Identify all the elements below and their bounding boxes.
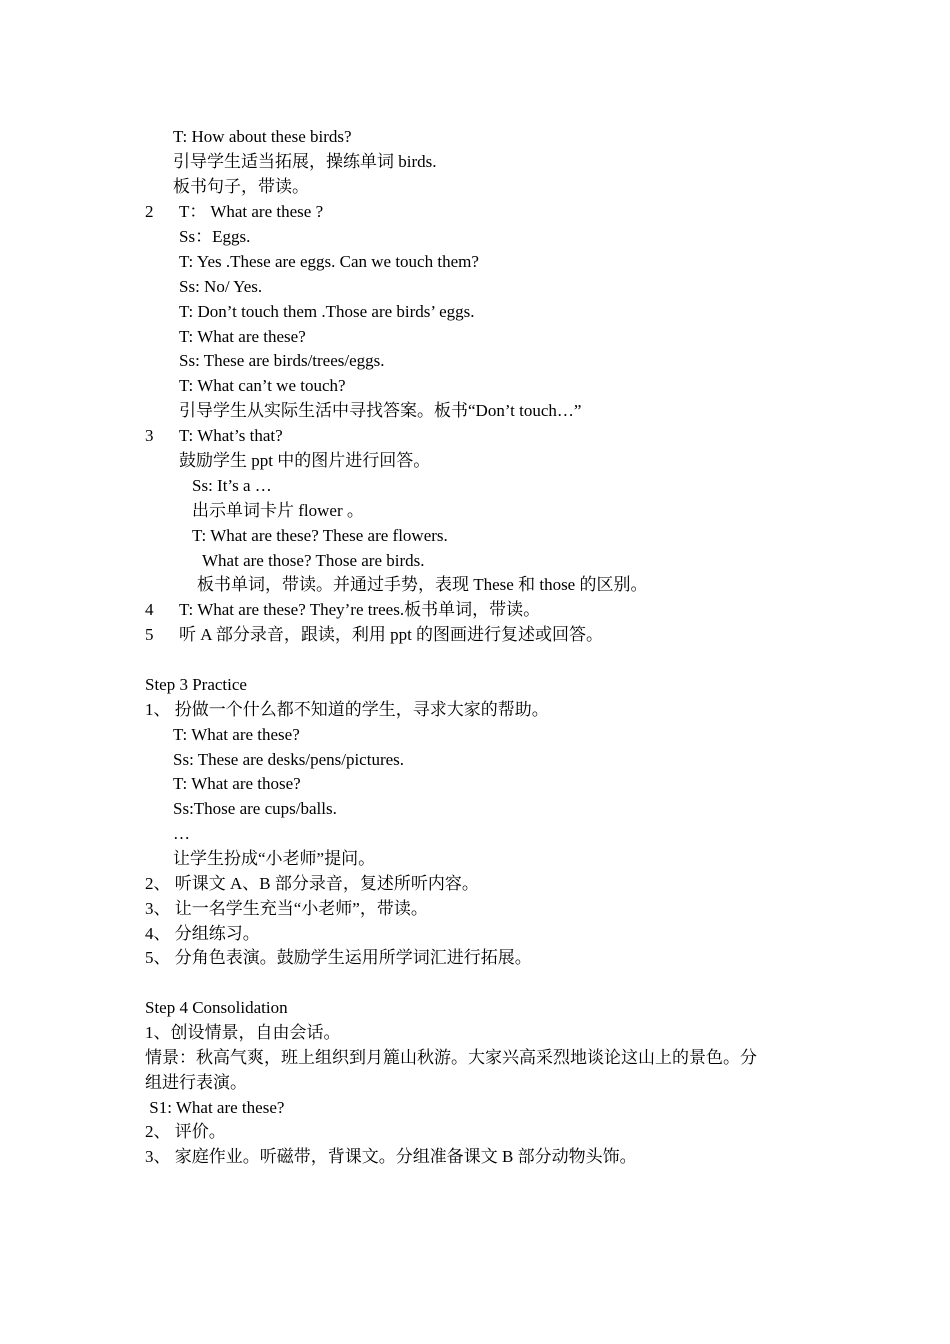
text-line: … — [173, 824, 190, 843]
text-line: 板书句子，带读。 — [173, 177, 309, 196]
text-line: T: What can’t we touch? — [179, 376, 346, 395]
text-line: Ss：Eggs. — [179, 227, 251, 246]
text-line: T: What are these? — [173, 725, 300, 744]
text-line: 板书单词，带读。并通过手势，表现 These 和 those 的区别。 — [197, 575, 648, 594]
text-line: 引导学生适当拓展，操练单词 birds. — [173, 152, 437, 171]
list-item: 2、 听课文 A、B 部分录音，复述所听内容。 — [145, 874, 479, 893]
text-line: T： What are these ? — [179, 202, 324, 221]
text-line: 组进行表演。 — [145, 1073, 247, 1092]
section-heading: Step 3 Practice — [145, 675, 247, 694]
text-line: T: Yes .These are eggs. Can we touch them? — [179, 252, 479, 271]
text-line: S1: What are these? — [145, 1098, 285, 1117]
list-item: 4、 分组练习。 — [145, 924, 260, 943]
text-line: T: What are these? These are flowers. — [192, 526, 448, 545]
text-line: Ss: These are desks/pens/pictures. — [173, 750, 405, 769]
text-line: 情景：秋高气爽，班上组织到月簏山秋游。大家兴高采烈地谈论这山上的景色。分 — [145, 1048, 757, 1067]
text-line: 出示单词卡片 flower 。 — [192, 501, 364, 520]
text-line: T: What’s that? — [179, 426, 283, 445]
item-number: 4 — [145, 600, 154, 619]
text-line: What are those? Those are birds. — [202, 551, 425, 570]
list-item: 1、创设情景，自由会话。 — [145, 1023, 341, 1042]
text-line: Ss: No/ Yes. — [179, 277, 263, 296]
text-line: Ss: It’s a … — [192, 476, 272, 495]
text-line: T: How about these birds? — [173, 127, 352, 146]
text-line: 引导学生从实际生活中寻找答案。板书“Don’t touch…” — [179, 401, 582, 420]
list-item: 1、 扮做一个什么都不知道的学生，寻求大家的帮助。 — [145, 700, 549, 719]
text-line: 让学生扮成“小老师”提问。 — [173, 849, 376, 868]
list-item: 5、 分角色表演。鼓励学生运用所学词汇进行拓展。 — [145, 948, 532, 967]
item-number: 2 — [145, 202, 154, 221]
section-heading: Step 4 Consolidation — [145, 998, 288, 1017]
list-item: 3、 让一名学生充当“小老师”，带读。 — [145, 899, 428, 918]
text-line: Ss:Those are cups/balls. — [173, 799, 337, 818]
text-line: T: What are these? They’re trees.板书单词，带读。 — [179, 600, 541, 619]
item-number: 5 — [145, 625, 154, 644]
item-number: 3 — [145, 426, 154, 445]
list-item: 2、 评价。 — [145, 1122, 226, 1141]
text-line: Ss: These are birds/trees/eggs. — [179, 351, 385, 370]
text-line: 听 A 部分录音，跟读，利用 ppt 的图画进行复述或回答。 — [179, 625, 604, 644]
text-line: T: What are those? — [173, 774, 301, 793]
list-item: 3、 家庭作业。听磁带，背课文。分组准备课文 B 部分动物头饰。 — [145, 1147, 637, 1166]
text-line: 鼓励学生 ppt 中的图片进行回答。 — [179, 451, 431, 470]
text-line: T: What are these? — [179, 327, 306, 346]
text-line: T: Don’t touch them .Those are birds’ eggs. — [179, 302, 475, 321]
